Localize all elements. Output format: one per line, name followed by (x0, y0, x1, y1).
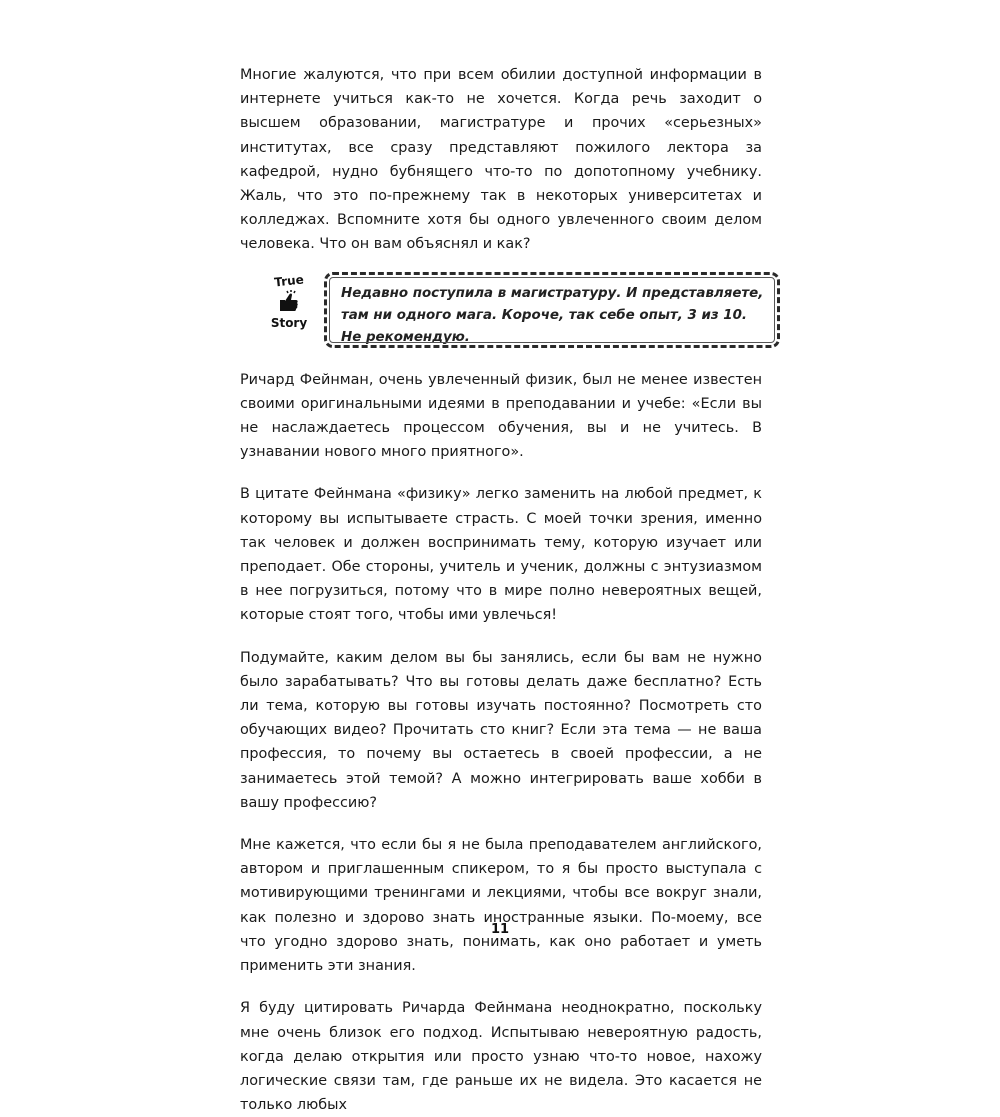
true-story-text: Недавно поступила в магистратуру. И представляете, там ни одного мага. Короче, так себе опыт, 3 из 10. Не рекомендую. (341, 285, 764, 345)
true-story-badge (264, 272, 314, 340)
true-story-quote-box (324, 272, 780, 348)
page-body (240, 63, 762, 1117)
paragraph-4: Подумайте, каким делом вы бы занялись, если бы вам не нужно было зарабатывать? Что вы готовы делать даже бесплатно? Есть ли тема, которую вы готовы изучать постоянно? Посмотреть сто обучающих видео? Прочитать сто книг? Если эта тема — не ваша профессия, то почему вы остаетесь в своей профессии, а не занимаетесь этой темой? А можно интегрировать ваше хобби в вашу профессию? (240, 649, 762, 811)
paragraph-2: Ричард Фейнман, очень увлеченный физик, был не менее известен своими оригинальными идеями в преподавании и учебе: «Если вы не наслаждаетесь процессом обучения, вы и не учитесь. В узнавании нового много приятного». (240, 371, 762, 461)
paragraph-3: В цитате Фейнмана «физику» легко заменить на любой предмет, к которому вы испытываете страсть. С моей точки зрения, именно так человек и должен воспринимать тему, которую изучает или преподает. Обе стороны, учитель и ученик, должны с энтузиазмом в нее погрузиться, потому что в мире полно невероятных вещей, которые стоят того, чтобы ими увлечься! (240, 486, 762, 624)
paragraph-5: Мне кажется, что если бы я не была преподавателем английского, автором и приглашенным спикером, то я бы просто выступала с мотивирующими тренингами и лекциями, чтобы все вокруг знали, как полезно и здорово знать иностранные языки. По-моему, все что угодно здорово знать, понимать, как оно работает и уметь применить эти знания. (240, 837, 762, 975)
badge-label-bottom: Story (270, 315, 308, 330)
thumbs-up-hand-icon (275, 288, 301, 314)
paragraph-1: Многие жалуются, что при всем обилии доступной информации в интернете учиться как-то не хочется. Когда речь заходит о высшем образовании, магистратуре и прочих «серьезных» институтах, все сразу представляют пожилого лектора за кафедрой, нудно бубнящего что-то по допотопному учебнику. Жаль, что это по-прежнему так в некоторых университетах и колледжах. Вспомните хотя бы одного увлеченного своим делом человека. Что он вам объяснял и как? (240, 67, 762, 253)
page-number: 11 (490, 922, 510, 937)
paragraph-6: Я буду цитировать Ричарда Фейнмана неоднократно, поскольку мне очень близок его подход. Испытываю невероятную радость, когда делаю открытия или просто узнаю что-то новое, нахожу логические связи там, где раньше их не видела. Это касается не только любых (240, 1000, 762, 1114)
badge-label-top: True (273, 272, 305, 290)
true-story-block (240, 272, 762, 348)
